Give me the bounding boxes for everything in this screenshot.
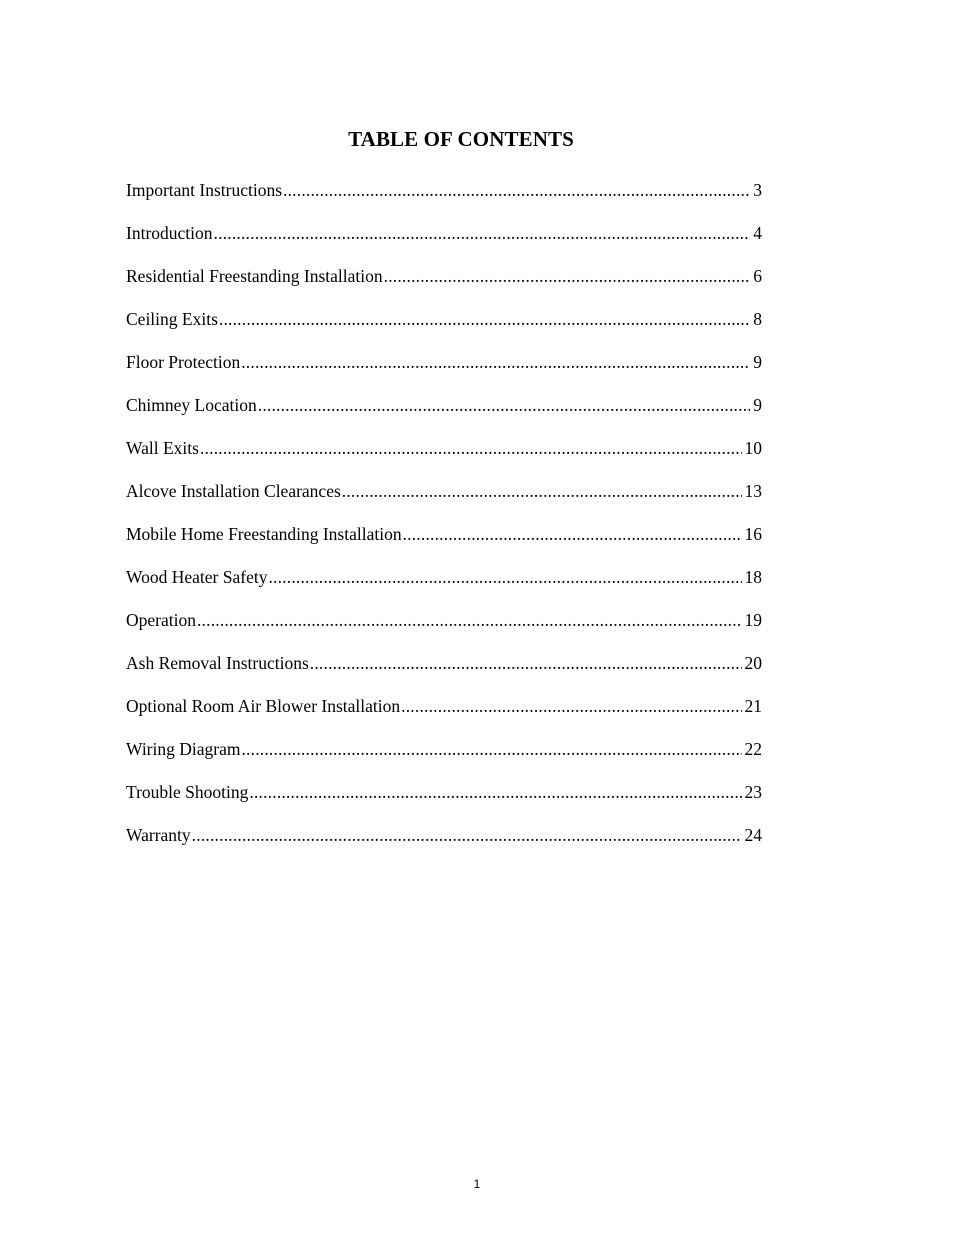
toc-entry-page: 8: [753, 309, 762, 329]
dot-leader: [200, 435, 742, 461]
toc-entry[interactable]: [126, 693, 762, 736]
toc-entry[interactable]: [126, 736, 762, 779]
toc-entry[interactable]: [126, 478, 762, 521]
toc-entry-title: Floor Protection: [126, 352, 241, 372]
toc-entry-title: Operation: [126, 610, 196, 630]
toc-entry-title: Optional Room Air Blower Installation: [126, 696, 401, 716]
dot-leader: [258, 392, 751, 418]
dot-leader: [268, 564, 741, 590]
dot-leader: [342, 478, 742, 504]
dot-leader: [384, 263, 751, 289]
toc-entry-page: 18: [744, 567, 762, 587]
toc-entry-page: 9: [753, 352, 762, 372]
toc-entry[interactable]: [126, 607, 762, 650]
toc-entry-title: Ceiling Exits: [126, 309, 218, 329]
toc-entry-title: Wall Exits: [126, 438, 199, 458]
toc-list: [126, 177, 762, 865]
toc-entry-title: Residential Freestanding Installation: [126, 266, 383, 286]
toc-entry[interactable]: [126, 349, 762, 392]
toc-entry-title: Introduction: [126, 223, 213, 243]
toc-entry-page: 9: [753, 395, 762, 415]
dot-leader: [197, 607, 742, 633]
toc-entry[interactable]: [126, 435, 762, 478]
toc-entry-page: 23: [744, 782, 762, 802]
toc-entry[interactable]: [126, 779, 762, 822]
dot-leader: [310, 650, 742, 676]
page-title: TABLE OF CONTENTS: [348, 127, 574, 151]
toc-entry[interactable]: [126, 306, 762, 349]
toc-entry-title: Ash Removal Instructions: [126, 653, 309, 673]
toc-entry-title: Mobile Home Freestanding Installation: [126, 524, 402, 544]
dot-leader: [401, 693, 741, 719]
dot-leader: [403, 521, 742, 547]
toc-entry-page: 13: [744, 481, 762, 501]
toc-entry-page: 19: [744, 610, 762, 630]
dot-leader: [241, 736, 741, 762]
toc-entry-page: 20: [744, 653, 762, 673]
toc-entry[interactable]: [126, 392, 762, 435]
toc-entry-page: 4: [753, 223, 762, 243]
toc-entry[interactable]: [126, 650, 762, 693]
toc-entry-title: Wiring Diagram: [126, 739, 241, 759]
toc-entry[interactable]: [126, 564, 762, 607]
toc-entry[interactable]: [126, 521, 762, 564]
toc-entry-page: 3: [753, 180, 762, 200]
dot-leader: [249, 779, 741, 805]
toc-entry-title: Warranty: [126, 825, 191, 845]
toc-entry-page: 21: [744, 696, 762, 716]
toc-entry-title: Alcove Installation Clearances: [126, 481, 341, 501]
toc-entry-title: Wood Heater Safety: [126, 567, 268, 587]
toc-entry-page: 22: [744, 739, 762, 759]
toc-entry-page: 6: [753, 266, 762, 286]
toc-entry[interactable]: [126, 177, 762, 220]
toc-entry[interactable]: [126, 263, 762, 306]
dot-leader: [283, 177, 750, 203]
toc-entry-page: 16: [744, 524, 762, 544]
toc-entry-page: 10: [744, 438, 762, 458]
toc-entry-title: Chimney Location: [126, 395, 257, 415]
toc-entry-page: 24: [744, 825, 762, 845]
dot-leader: [192, 822, 742, 848]
toc-entry-title: Trouble Shooting: [126, 782, 249, 802]
dot-leader: [241, 349, 750, 375]
toc-entry[interactable]: [126, 822, 762, 865]
dot-leader: [219, 306, 750, 332]
toc-entry-title: Important Instructions: [126, 180, 283, 200]
page-number: 1: [473, 1177, 481, 1191]
toc-entry[interactable]: [126, 220, 762, 263]
dot-leader: [214, 220, 751, 246]
